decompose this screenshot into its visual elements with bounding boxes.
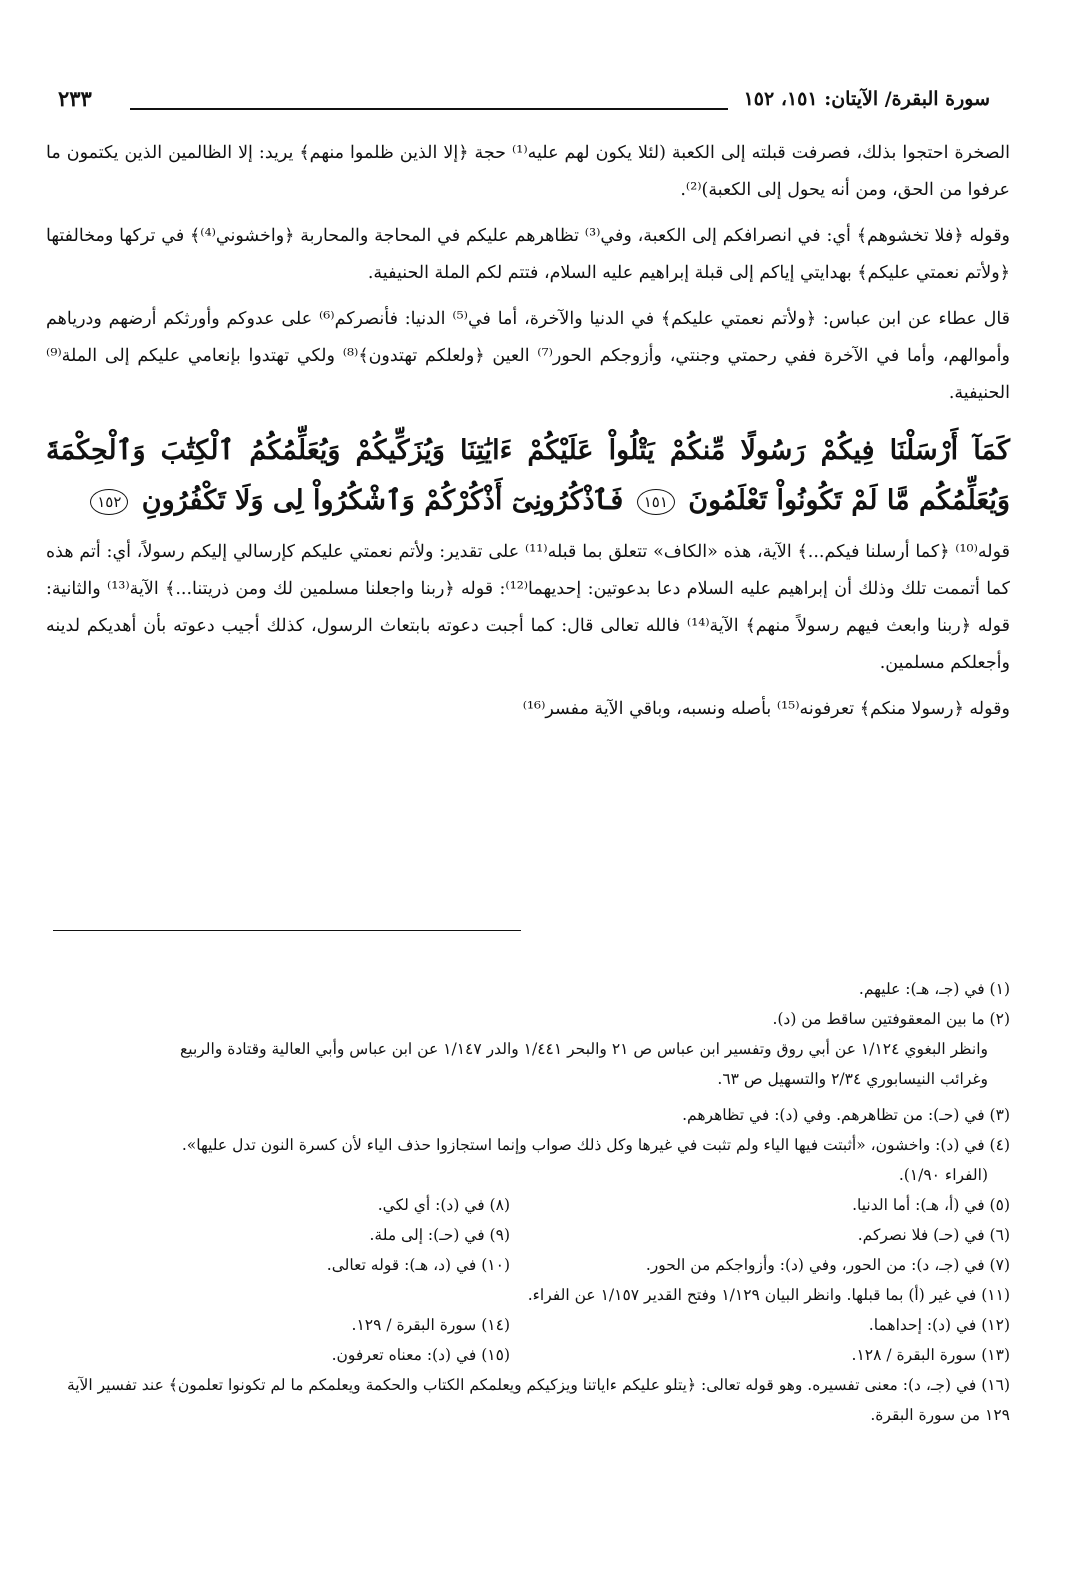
footnote-14: (١٤) سورة البقرة / ١٢٩. [351, 1316, 510, 1334]
footnote-12: (١٢) في (د): إحداهما. [868, 1316, 1010, 1334]
verse-text-152: فَٱذْكُرُونِىٓ أَذْكُرْكُمْ وَٱشْكُرُواْ لِى وَلَا تَكْفُرُونِ [141, 485, 624, 516]
footnote-row [46, 1250, 1010, 1280]
footnote-2-detail: وانظر البغوي ١/١٢٤ عن أبي روق وتفسير ابن عباس ص ٢١ والبحر ١/٤٤١ والدر ١/١٤٧ عن ابن عباس وأبي العالية وقتادة والربيع [180, 1040, 988, 1058]
quran-verse-block [46, 426, 1010, 526]
footnotes [46, 974, 1010, 1430]
footnote-1: (١) في (جـ، هـ): عليهم. [858, 980, 1010, 998]
footnote-11: (١١) في غير (أ) بما قبلها. وانظر البيان ١/١٢٩ وفتح القدير ١/١٥٧ عن الفراء. [527, 1286, 1010, 1304]
footnote-2: (٢) ما بين المعقوفتين ساقط من (د). [772, 1010, 1010, 1028]
page-number: ٢٣٣ [58, 86, 92, 111]
paragraph: وقوله ﴿فلا تخشوهم﴾ أي: في انصرافكم إلى الكعبة، وفي⁽³⁾ تظاهرهم عليكم في المحاجة والمحاربة ﴿واخشوني⁽⁴⁾﴾ في تركها ومخالفتها ﴿ولأتم نعمتي عليكم﴾ بهدايتي إياكم إلى قبلة إبراهيم عليه السلام، فتتم لكم الملة الحنيفية. [46, 226, 1011, 283]
footnote-row [46, 1220, 1010, 1250]
footnote-4: (٤) في (د): واخشون، «أثبتت فيها الياء ولم تثبت في غيرها وكل ذلك صواب وإنما استجازوا حذف الياء لأن كسرة النون تدل عليها». [181, 1136, 1010, 1154]
footnote-13: (١٣) سورة البقرة / ١٢٨. [851, 1346, 1010, 1364]
footnote-row [46, 1190, 1010, 1220]
footnote-15: (١٥) في (د): معناه تعرفون. [331, 1346, 510, 1364]
header-rule [130, 108, 728, 110]
ayah-number-151: ١٥١ [637, 489, 675, 515]
footnote-4-detail: (الفراء ١/٩٠). [898, 1166, 988, 1184]
verse-text-151: كَمَآ أَرْسَلْنَا فِيكُمْ رَسُولًا مِّنكُمْ يَتْلُواْ عَلَيْكُمْ ءَايَٰتِنَا وَيُزَكِّيكُمْ وَيُعَلِّمُكُمُ ٱلْكِتَٰبَ وَٱلْحِكْمَةَ وَيُعَلِّمُكُم مَّا لَمْ تَكُونُواْ تَعْلَمُونَ [46, 435, 1010, 516]
footnote-5: (٥) في (أ، هـ): أما الدنيا. [852, 1196, 1010, 1214]
running-title: سورة البقرة/ الآيتان: ١٥١، ١٥٢ [743, 88, 990, 110]
paragraph: الصخرة احتجوا بذلك، فصرفت قبلته إلى الكعبة (لئلا يكون لهم عليه⁽¹⁾ حجة ﴿إلا الذين ظلموا منهم﴾ يريد: إلا الظالمين الذين يكتمون ما عرفوا من الحق، ومن أنه يحول إلى الكعبة)⁽²⁾. [46, 143, 1010, 200]
paragraph: قوله⁽¹⁰⁾ ﴿كما أرسلنا فيكم...﴾ الآية، هذه «الكاف» تتعلق بما قبله⁽¹¹⁾ على تقدير: ولأتم نعمتي عليكم كإرسالي إليكم رسولاً، أي: أتم هذه كما أتممت تلك وذلك أن إبراهيم عليه السلام دعا بدعوتين: إحديهما⁽¹²⁾: قوله ﴿ربنا واجعلنا مسلمين لك ومن ذريتنا...﴾ الآية⁽¹³⁾ والثانية: قوله ﴿ربنا وابعث فيهم رسولاً منهم﴾ الآية⁽¹⁴⁾ فالله تعالى قال: كما أجبت دعوته بابتعاث الرسول، كذلك أجيب دعوته بأن أهديكم لدينه وأجعلكم مسلمين. [46, 542, 1010, 673]
footnote-16: (١٦) في (جـ، د): معنى تفسيره. وهو قوله تعالى: ﴿يتلو عليكم ءاياتنا ويزكيكم ويعلمكم الكتاب والحكمة ويعلمكم ما لم تكونوا تعلمون﴾ عند تفسير الآية ١٢٩ من سورة البقرة. [66, 1376, 1010, 1424]
ayah-number-152: ١٥٢ [90, 489, 128, 515]
footnote-3: (٣) في (حـ): من تظاهرهم. وفي (د): في تظاهرهم. [682, 1106, 1010, 1124]
footnote-row [46, 1310, 1010, 1340]
paragraph: قال عطاء عن ابن عباس: ﴿ولأتم نعمتي عليكم﴾ في الدنيا والآخرة، أما في⁽⁵⁾ الدنيا: فأنصركم⁽⁶⁾ على عدوكم وأورثكم أرضهم ودرياهم وأموالهم، وأما في الآخرة ففي رحمتي وجنتي، وأزوجكم الحور⁽⁷⁾ العين ﴿ولعلكم تهتدون﴾⁽⁸⁾ ولكي تهتدوا بإنعامي عليكم إلى الملة⁽⁹⁾ الحنيفية. [46, 309, 1011, 403]
page-header [58, 84, 990, 120]
footnote-10: (١٠) في (د، هـ): قوله تعالى. [326, 1256, 510, 1274]
main-text [46, 135, 1010, 737]
footnote-7: (٧) في (جـ، د): من الحور، وفي (د): وأزواجكم من الحور. [645, 1256, 1010, 1274]
footnote-6: (٦) في (حـ) فلا نصركم. [857, 1226, 1010, 1244]
footnote-row [46, 1340, 1010, 1370]
footnote-9: (٩) في (حـ): إلى ملة. [369, 1226, 510, 1244]
footnote-2-detail: وغرائب النيسابوري ٢/٣٤ والتسهيل ص ٦٣. [717, 1070, 988, 1088]
paragraph: وقوله ﴿رسولا منكم﴾ تعرفونه⁽¹⁵⁾ بأصله ونسبه، وباقي الآية مفسر⁽¹⁶⁾ [522, 699, 1010, 719]
footnote-separator [53, 930, 521, 931]
footnote-8: (٨) في (د): أي لكي. [377, 1196, 510, 1214]
